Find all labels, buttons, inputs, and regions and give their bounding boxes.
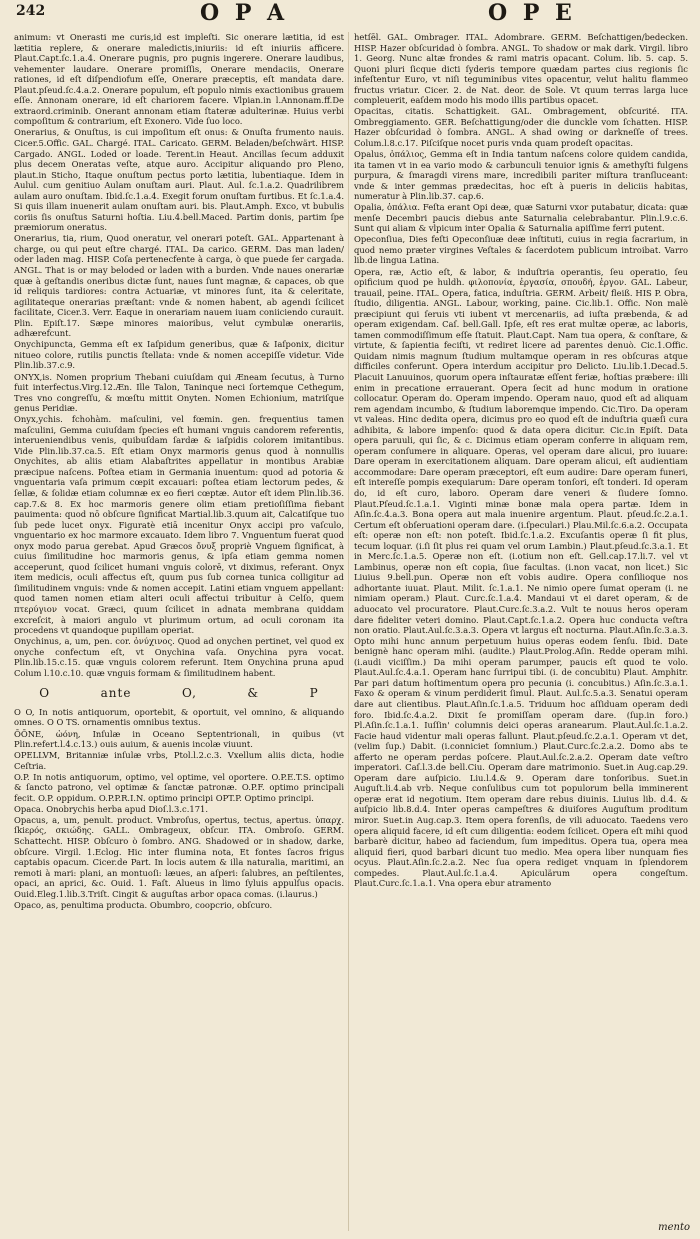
running-head-left: O P A [200, 0, 289, 26]
dictionary-entry: Onychinus, a, um, pen. cor. ὀνύχινος. Quod ad onychen pertinet, vel quod ex onyche confectum eſt, vt Onychina vaſa. Onychina pyra vocat. Plin.lib.15.c.15. quæ vnguis colorem referunt. Item Onychina pruna apud Colum l.10.c.10. quæ vnguis formam & ſimilitudinem habent. [14, 636, 344, 678]
dictionary-entry: Opacitas, citatis. Schattigkeit. GAL. Ombragement, obſcurité. ITA. Ombreggiamento. GER. Beſchattigung/oder die dunckle vom ſchatten. HISP. Hazer obſcuridad ò ſombra. ANGL. A shad owing or darkneſſe of trees. Colum.l.8.c.17. Piſciſque nocet puris vnda quam prodeſt opacitas. [354, 106, 688, 148]
section-heading-part: O [39, 686, 51, 701]
dictionary-entry: OPELLVM, Britanniæ inſulæ vrbs, Ptol.l.2.c.3. Vxellum aliis dicta, hodie Ceſtria. [14, 750, 344, 771]
dictionary-entry: Opalus, ὀπάλιος, Gemma eſt in India tantum naſcens colore quidem candida, ita tamen vt in ea vario modo & carbunculi tenuior ignis & amethyſti fulgens purpura, & ſmaragdi virens mare, incredibili pariter miſtura tranſluceant: vnde & inter gemmas prædecitas, hoc eſt à pueris in deliciis habitas, numeratur à Plin.lib.37. cap.6. [354, 149, 688, 202]
dictionary-entry: Opaca. Onobrychis herba apud Dioſ.l.3.c.171. [14, 803, 209, 814]
dictionary-entry: Onyx,ychis. fchohàm. maſculini, vel fœmin. gen. frequentius tamen maſculini, Gemma cuiuſdam ſpecies eſt humani vnguis candorem referentis, interueniendibus venis, quibuſdam ſardæ & iaſpidis colorem imitantibus. Vide Plin.lib.37.ca.5. Eſt etiam Onyx marmoris genus quod à nonnullis Onychites, ab aliis etiam Alabaſtrites appellatur in montibus Arabiæ præcipue naſcens. Poſtea etiam in Germania inuentum: quod ad potoria & vnguentaria vaſa primum cœpit excauari: poſtea etiam lectorum pedes, & ſellæ, & ſolidæ etiam columnæ ex eo fieri cœptæ. Autor eſt idem Plin.lib.36. cap.7.& 8. Ex hoc marmoris genere olim etiam pretioſiſſima fiebant pauimenta: quod nō obſcure ſignificat Martial.lib.3.quum ait, Calcatiſque tuo ſub pede lucet onyx. Figuratè etiā incenitur Onyx accipi pro vaſculo, vnguentario ex hoc marmore excauato. Idem libro 7. Vnguentum fuerat quod onyx modo parua gerebat. Apud Græcos ὄνυξ propriè Vnguem ſignificat, à cuius ſimilitudine hoc marmoris genus, & ipſa etiam gemma nomen acceperunt, quod ſcilicet humani vnguis colorē, vt diximus, referant. Onyx item medicis, oculi affectus eſt, quum pus ſub cornea tunica colligitur ad ſimilitudinem vnguis: vnde & nomen accepit. Latini etiam vnguem appellant: quod tamen nomen etiam alteri oculi affectui tribuitur à Celſo, quem πτερύγιον vocat. Græci, quum ſcilicet in adnata membrana quiddam excreſcit, à maiori angulo vt plurimum ortum, ad oculi coronam ita procedens vt quandoque pupillam operiat. [14, 414, 344, 636]
page-number: 242 [16, 3, 46, 19]
section-heading-part: & [247, 686, 260, 701]
dictionary-entry: Opeconſiua, Dies feſti Opeconſiuæ deæ inſtituti, cuius in regia ſacrarium, in quod nemo præter virgines Veſtales & ſacerdotem publicum introibat. Varro lib.de lingua Latina. [354, 234, 688, 266]
dictionary-entry: O.P. In notis antiquorum, optimo, vel optime, vel oportere. O.P.E.T.S. optimo & ſancto patrono, vel optimæ & ſanctæ patronæ. O.P.F. optimo principali fecit. O.P. oppidum. O.P.P.R.I.N. optimo principi OPT.P. Optimo principi. [14, 771, 344, 803]
dictionary-entry: Opalia, ὀπάλια. Feſta erant Opi deæ, quæ Saturni vxor putabatur, dicata: quæ menſe Decembri paucis diebus ante Saturnalia celebrabantur. Plin.l.9.c.6. Sunt qui aliam & vlpicum inter Opalia & Saturnalia apiſſime ferri putent. [354, 202, 688, 234]
section-heading-part: ante [100, 686, 132, 701]
running-head-right: O P E [488, 0, 576, 26]
section-heading [14, 688, 344, 699]
section-heading-part: O, [181, 686, 197, 701]
catchword: mento [658, 1222, 690, 1233]
column-divider [348, 32, 349, 1231]
dictionary-entry: ONYX,is. Nomen proprium Thebani cuiuſdam qui Æneam ſecutus, à Turno fuit interfectus.Virg.12.Æn. Ille Talon, Taninque neci ſortemque Cethegum, Tres vno congreſſu, & mœſtu mittit Onyten. Nomen Echionium, matriſque genus Peridiæ. [14, 371, 344, 414]
dictionary-entry: ŌŌNE, ὠόνη, Inſulæ in Oceano Septentrionali, in quibus (vt Plin.refert.l.4.c.13.) ouis auium, & auenis incolæ viuunt. [14, 728, 344, 750]
dictionary-entry: Opaco, as, penultima producta. Obumbro, coopcrio, obſcuro. [14, 899, 273, 910]
section-heading-part: P [309, 686, 319, 701]
right-column [354, 32, 688, 1235]
dictionary-entry: animum: vt Onerasti me curis,id est impleſti. Sic onerare lætitia, id est lætitia replere, & onerare maledictis,iniuriis: id eſt iniuriis afficere. Plaut.Capt.ſc.1.a.4. Onerare pugnis, pro pugnis ingerere. Onerare laudibus, vehementer laudare. Onerare promiſſis, Onerare mendaciis, Onerare rationes, id eſt diſpendiofum eſſe, Onerare præceptis, eſt mandata dare. Plaut.pſeud.ſc.4.a.2. Onerare populum, eſt populo nimis exactionibus grauem eſſe. Annonam onerare, id eſt chariorem facere. Vlpian.in l.Annonam.ff.De extraord.criminib. Onerant annonam etiam ſtateræ adulterinæ. Huius verbi compoſitum & contrarium, eſt Exonero. Vide ſuo loco. [14, 32, 344, 127]
dictionary-entry: O O, In notis antiquorum, oportebit, & oportuit, vel omnino, & aliquando omnes. O O TS. ornamentis omnibus textus. [14, 706, 344, 728]
dictionary-entry: Onerarius, & Onuſtus, is cui impoſitum eſt onus: & Onuſta frumento nauis. Cicer.5.Offic. GAL. Chargé. ITAL. Caricato. GERM. Beladen/beſchwärt. HISP. Cargado. ANGL. Loded or loade. Terent.in Heaut. Ancillas ſecum adduxit plus decem Oneratas veſte, atque auro. Accipitur aliquando pro Pleno, plaut.in Sticho, Itaque onuſtum pectus porto lætitia, lubentiaque. Idem in Aulul. cum genitiuo Aulam onuſtam auri. Plaut. Aul. ſc.1.a.2. Quadrilibrem aulam auro onuſtam. Ibid.ſc.1.a.4. Exegit forum onuſtam furtibus. Et ſc.1.a.4. Si quis illam inuenerit aulam onuſtam auri. bis. Plaut.Amph. Exco, vt bubulis coriis ſis onuſtus Saturni hoſtia. Liu.4.bell.Maced. Partim donis, partim ſpe præmiorum oneratus. [14, 127, 344, 233]
dictionary-entry: hetſēl. GAL. Ombrager. ITAL. Adombrare. GERM. Beſchattigen/bedecken. HISP. Hazer obſcuridad ò ſombra. ANGL. To shadow or mak dark. Virgil. libro 1. Georg. Nunc altæ frondes & rami matris opacant. Colum. lib. 5. cap. 5. Quoni pluri ſicque dicti ſyderis tempore quædam partes cius regionis ſic infeſtentur Euro, vt niſi teguminibus vites opacentur, velut halitu flammeo fructus vriatur. Cicer. 2. de Nat. deor. de Sole. Vt quum terras larga luce compleuerit, eaſdem modo his modo illis partibus opacet. [354, 32, 688, 106]
dictionary-entry: Opera, ræ, Actio eſt, & labor, & induſtria operantis, ſeu operatio, ſeu opificium quod pe huldh. φιλοπονία, ἐργασία, σπουδή, ἐργον. GAL. Labeur, trauail, peine. ITAL. Opera, fatica, induſtria. GERM. Arbeit/ fleiß. HIS P. Obra, ſtudio, diligentia. ANGL. Labour, working, paine. Cic.lib.1. Offic. Non malè præcipiunt qui ſeruis vti iubent vt mercenariis, ad iuſta præbenda, & ad operam exigendam. Caſ. bell.Gall. Ipſe, eſt res erat multæ operæ, ac laboris, tamen commodiſſimum eſſe ſtatuit. Plaut.Capt. Nam tua opera, & conſtare, & virtute, & ſapientia feciſti, vt rediret licere ad parentes denuò. Cic.1.Offic. Quidam nimis magnum ſtudium multamque operam in res obſcuras atque difficiles conferunt. Opera interdum accipitur pro Delicto. Liu.lib.1.Decad.5. Placuit Lanuuinos, quorum opera inſtauratæ eſſent feriæ, hoſtias præbere: illi enim in precatione errauerant. Opera ſecit ad hunc modum in oratione collocatur. Operam do. Operam impendo. Operam nauo, quod eſt ad aliquam rem agendam incumbo, & ſtudium laboremque impendo. Cic.Tiro. Da operam vt valeas. Hinc dedita opera, dicimus pro eo quod eſt de induſtria quæſi cura adhibita, & labore impenſo: quod & data opera dicitur. Cic.in Epiſt. Data opera paruuli, qui ſic, & c. Dicimus etiam operam conferre in aliquam rem, operam conſumere in aliquare. Operas, vel operam dare alicui, pro iuuare: Dare operam in exercitationem aliquam. Dare operam alicui, eſt audientiam accommodare: Dare operam præceptori, eſt eum audire: Dare operam funeri, eſt intereſſe pompis exequiarum: Dare operam tonſori, eſt tonderi. Id operam do, id eſt curo, laboro. Operam dare veneri & ſiudere ſomno. Plaut.Pſeud.ſc.1.a.1. Viginti minæ bonæ mala opera partæ. Idem in Aſin.ſc.4.a.3. Bona opera aut mala inuenire argentum. Plaut. pſeud.ſc.2.a.1. Certum eſt obſeruationi operam dare. (i.ſpeculari.) Plau.Mil.ſc.6.a.2. Occupata eſt: operæ non eſt: non poteſt. Ibid.ſc.1.a.2. Excuſantis operæ ſi fit plus, tecum loquar. (i.ſi ſit plus rei quam vel orum Lambin.) Plaut.pſeud.ſc.3.a.1. Et in Merc.ſc.1.a.5. Operæ non eſt. (i.otium non eſt. Gell.cap.17.li.7. vel vt Lambinus, operæ non eſt copia, ſiue facultas. (i.non vacat, non licet.) Sic Liuius 9.bell.pun. Operæ non eſt vobis audire. Opera conſilioque nos adhortante iuuat. Plaut. Milit. ſc.1.a.1. Ne nimio opere ſumat operam (i. ne nimiam operam.) Plaut. Curc.ſc.1.a.4. Mandaui vt ei daret operam, & de aduocato vel procuratore. Plaut.Curc.ſc.3.a.2. Vult te nouus heros operam dare fideliter veteri domino. Plaut.Capt.ſc.1.a.2. Opera huc conducta veſtra non oratio. Plaut.Aul.ſc.3.a.3. Opera vt largus eſt nocturna. Plaut.Aſin.ſc.3.a.3. Opto mihi hunc annum perpetuum huius operas eodem ſenſu. Ibid. Date benignè hanc operam mihi. (audite.) Plaut.Prolog.Aſin. Redde operam mihi. (i.audi viciſſim.) Da mihi operam parumper, paucis eſt quod te volo. Plaut.Aul.ſc.4.a.1. Operam hanc ſurripui tibi. (i. de concubitu) Plaut. Amphitr. Par pari datum hoſtimentum opera pro pecunia (i. concubitus.) Aſin.ſc.3.a.1. Faxo & operam & vinum perdiderit ſimul. Plaut. Aul.ſc.5.a.3. Senatui operam dare aut clientibus. Plaut.Aſin.ſc.1.a.5. Triduum hoc aſſiduam operam dedi foro. Ibid.ſc.4.a.2. Dixit ſe promiſſam operam dare. (ſup.in foro.) Pl.Aſin.ſc.1.a.1. Iuſſin' columnis deici operas aranearum. Plaut.Aul.ſc.1.a.2. Facie haud videntur mali operas fallunt. Plaut.pſeud.ſc.2.a.1. Operam vt det, (velim ſup.) Dabit. (i.conniciet ſomnium.) Plaut.Curc.ſc.2.a.2. Domo abs te afferto ne operam perdas poſcere. Plaut.Aul.ſc.2.a.2. Operam date veſtro imperatori. Caſ.l.3.de bell.Ciu. Operam dare matrimonio. Suet.in Aug.cap.29. Operam dare auſpicio. Liu.l.4.& 9. Operam dare tonſoribus. Suet.in Auguſt.li.4.ab vrb. Neque conſulibus cum tot populorum bella imminerent operæ erat id negotium. Item operam dare rebus diuinis. Liuius lib. d.4. & auſpicio lib.8.d.4. Inter operas campeſtres & diuiſores Auguſtum proditum miror. Suet.in Aug.cap.3. Item opera forenſis, de vili aduocato. Taedens vero opera aliquid facere, id eſt cum diligentia: eodem ſcilicet. Opera eſt mihi quod barbarè dicitur, habeo ad faciendum, ſum impeditus. Opera tua, opera mea aliquid fieri, quod barbari dicunt tuo medio. Mea opera liber nunquam fies ocyus. Plaut.Aſin.ſc.2.a.2. Nec ſua opera rediget vnquam in ſplendorem compedes. Plaut.Aul.ſc.1.a.4. Apiculärum opera congeſtum. Plaut.Curc.ſc.1.a.1. Vna opera ebur atramento [354, 266, 688, 889]
dictionary-entry: Opacus, a, um, penult. product. Vmbroſus, opertus, tectus, apertus. ὑπαρχ. ſkiερός, σκιώδης. GALL. Ombrageux, obſcur. ITA. Ombroſo. GERM. Schattecht. HISP. Obſcuro ò ſombro. ANG. Shadowed or in shadow, darke, obſcure. Virgil. 1.Eclog. Hic inter flumina nota, Et fontes ſacros frigus captabis opacum. Cicer.de Part. In locis autem & illa naturalia, maritimi, an remoti à mari: plani, an montuoſi: læues, an aſperi: ſalubres, an peſtilentes, opaci, an aprici, &c. Ouid. 1. Faſt. Alueus in limo ſyluis appulſus opacis. Ouid.Eleg.1.lib.3.Triſt. Cingit & auguſtas arbor opaca comas. (i.laurus.) [14, 814, 344, 899]
left-column [14, 32, 344, 1235]
dictionary-entry: Onerarius, tia, rium, Quod oneratur, vel onerari poteſt. GAL. Appartenant à charge, ou qui peut eſtre chargé. ITAL. Da carico. GERM. Das man laden/ oder laden mag. HISP. Coſa pertenecfente à carga, ò que puede ſer cargada. ANGL. That is or may beloded or laden with a burden. Vnde naues onerariæ quæ à geſtandis oneribus dictæ ſunt, naues ſunt magnæ, & capaces, ob que id reliquis tardiores: contra Actuariæ, vt minores ſunt, ita & celeritate, agilitateque onerarias præſtant: vnde & nomen habent, ab agendi ſcilicet facilitate, Cicer.3. Verr. Eaque in onerariam nauem iuam coniiciendo curauit. Plin. Epiſt.17. Sæpe minores maioribus, velut cymbulæ onerariis, adhærefcunt. [14, 233, 344, 339]
dictionary-entry: Onychipuncta, Gemma eſt ex Iaſpidum generibus, quæ & Iaſponix, dicitur nitueo colore, rutilis punctis ſtellata: vnde & nomen accepiſſe videtur. Vide Plin.lib.37.c.9. [14, 339, 344, 371]
